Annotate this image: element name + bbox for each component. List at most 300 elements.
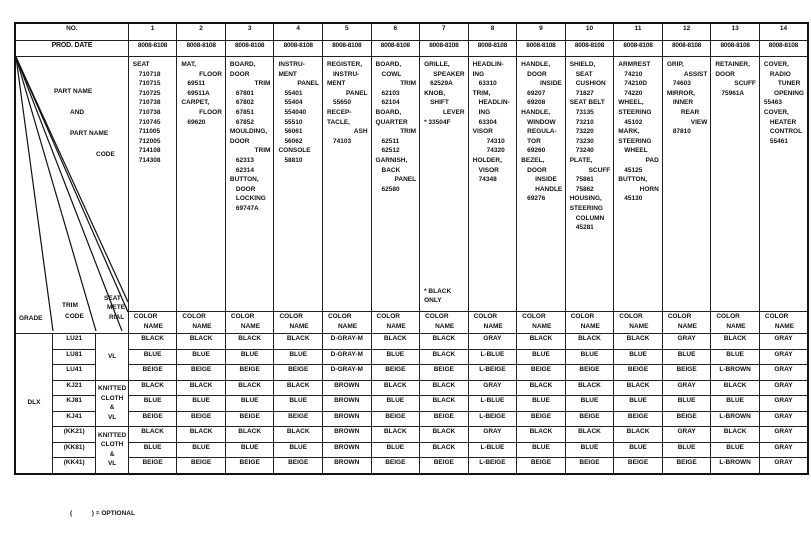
part-entry: 73230	[575, 137, 594, 145]
color-cell: GRAY	[759, 349, 808, 365]
part-entry: 63304	[478, 118, 497, 126]
table-row	[15, 427, 808, 443]
color-cell: BEIGE	[517, 411, 566, 427]
part-entry: 67852	[235, 118, 254, 126]
color-cell: GRAY	[759, 396, 808, 412]
part-entry: 711005	[138, 128, 161, 136]
color-cell: BLACK	[711, 380, 760, 396]
color-cell: BLACK	[420, 396, 469, 412]
color-cell: BLUE	[274, 396, 323, 412]
color-cell: BEIGE	[614, 365, 663, 381]
color-cell: BLUE	[225, 349, 274, 365]
part-entry: 74220	[624, 89, 643, 97]
part-entry: SPEAKER	[433, 70, 465, 78]
part-entry: GRIP,	[666, 61, 684, 68]
trim-code: KJ81	[52, 396, 95, 412]
part-entry: INSTRU-	[278, 61, 305, 68]
name-label: NAME	[240, 322, 261, 330]
part-entry: BUTTON,	[618, 176, 648, 184]
part-entry: 74320	[486, 147, 505, 155]
color-cell: BLACK	[274, 380, 323, 396]
color-cell: BLACK	[614, 334, 663, 350]
part-entry: 712005	[138, 137, 161, 145]
color-name-header	[517, 312, 566, 334]
part-entry: 710718	[138, 70, 161, 78]
column-number: 8	[468, 23, 517, 41]
part-entry: 69207	[527, 89, 546, 97]
corner-label-and: AND	[70, 109, 85, 116]
color-label: COLOR	[182, 313, 206, 320]
color-cell: BLACK	[565, 427, 614, 443]
column-number: 1	[128, 23, 177, 41]
part-entry: QUARTER	[375, 118, 408, 126]
color-cell: BLUE	[128, 349, 177, 365]
name-label: NAME	[143, 322, 163, 330]
color-cell: BLUE	[614, 396, 663, 412]
diagonal-divider-lines	[16, 57, 128, 331]
color-cell: BEIGE	[565, 411, 614, 427]
part-entry: DOOR	[229, 137, 250, 145]
color-cell: BLUE	[614, 442, 663, 458]
prod-date: 8008-8108	[468, 41, 517, 57]
color-label: COLOR	[522, 313, 546, 320]
seat-material-header-1: SEAT	[104, 295, 121, 302]
color-cell: BLACK	[225, 427, 274, 443]
color-cell: BEIGE	[274, 365, 323, 381]
color-label: COLOR	[716, 313, 740, 320]
color-cell: BLACK	[225, 380, 274, 396]
part-entry: GRILLE,	[424, 61, 450, 68]
part-list-col-10	[565, 57, 614, 312]
prod-date: 8008-8108	[128, 41, 177, 57]
part-entry: 710725	[138, 89, 161, 97]
color-cell: BLACK	[274, 427, 323, 443]
part-entry: DOOR	[527, 166, 547, 174]
part-entry: STEERING	[618, 137, 652, 145]
color-label: COLOR	[764, 313, 789, 320]
part-entry: ASH	[353, 128, 368, 136]
color-cell: BLACK	[517, 427, 566, 443]
part-entry: TRIM	[400, 80, 417, 88]
color-cell: GRAY	[662, 334, 711, 350]
part-list-col-9	[517, 57, 566, 312]
part-entry: 62313	[235, 156, 254, 164]
part-entry: 67851	[235, 108, 254, 116]
color-cell: BEIGE	[371, 411, 420, 427]
part-entry: RADIO	[769, 70, 791, 78]
name-label: NAME	[386, 322, 406, 330]
column-number: 9	[517, 23, 566, 41]
part-entry: HOUSING,	[569, 195, 602, 203]
color-cell: BLUE	[371, 442, 420, 458]
part-entry: ING	[472, 70, 485, 78]
part-entry: COLUMN	[575, 214, 605, 222]
color-cell: BEIGE	[371, 458, 420, 474]
color-cell: GRAY	[759, 365, 808, 381]
part-entry: OPENING	[774, 89, 804, 97]
part-entry: 74348	[478, 176, 497, 184]
part-entry: BUTTON,	[229, 176, 259, 184]
part-entry: 62511	[381, 137, 400, 145]
color-name-header	[225, 312, 274, 334]
trim-code: (KK41)	[52, 458, 95, 474]
part-list-col-7	[420, 57, 469, 312]
part-entry: 55463	[763, 99, 782, 107]
part-entry: MOULDING,	[229, 128, 268, 136]
part-entry: REGULA-	[527, 128, 557, 136]
name-label: NAME	[726, 322, 746, 330]
color-cell: BLACK	[711, 427, 760, 443]
part-entry: DOOR	[235, 185, 256, 193]
footnote-optional	[70, 510, 135, 517]
color-cell: GRAY	[662, 380, 711, 396]
part-entry: 71827	[575, 89, 594, 97]
part-entry: COWL	[381, 70, 402, 78]
color-cell: BEIGE	[420, 411, 469, 427]
color-cell: BLACK	[614, 427, 663, 443]
color-name-header	[565, 312, 614, 334]
part-entry: 75861	[575, 176, 594, 184]
color-cell: BEIGE	[420, 458, 469, 474]
color-cell: BLACK	[177, 334, 226, 350]
prod-date: 8008-8108	[322, 41, 371, 57]
part-entry: 45281	[575, 224, 594, 232]
part-entry: VIEW	[690, 118, 708, 126]
part-entry: TUNER	[777, 80, 801, 88]
part-entry: 62512	[381, 147, 400, 155]
table-row	[15, 365, 808, 381]
part-entry: VISOR	[472, 128, 493, 136]
table-row	[15, 396, 808, 412]
color-label: COLOR	[327, 313, 352, 320]
color-cell: GRAY	[759, 411, 808, 427]
color-cell: BEIGE	[274, 411, 323, 427]
corner-label-part-name-2: PART NAME	[70, 130, 109, 137]
color-cell: L-BEIGE	[468, 365, 517, 381]
color-cell: BEIGE	[225, 411, 274, 427]
color-label: COLOR	[230, 313, 255, 320]
color-label: COLOR	[667, 313, 692, 320]
part-entry: FLOOR	[199, 108, 222, 116]
part-entry: PANEL	[394, 176, 417, 184]
color-cell: BEIGE	[517, 458, 566, 474]
seat-material	[96, 334, 128, 381]
table-row	[15, 458, 808, 474]
prod-date: 8008-8108	[614, 41, 663, 57]
no-label: NO.	[15, 23, 128, 41]
color-cell: BLACK	[565, 334, 614, 350]
part-entry: 554040	[284, 108, 307, 116]
prod-date-label: PROD. DATE	[15, 41, 128, 57]
color-cell: BLACK	[420, 349, 469, 365]
color-cell: BROWN	[322, 380, 371, 396]
prod-date: 8008-8108	[565, 41, 614, 57]
color-cell: L-BLUE	[468, 396, 517, 412]
part-entry: INSTRU-	[332, 70, 360, 78]
color-cell: BLACK	[420, 427, 469, 443]
part-entry: 714308	[138, 156, 161, 164]
part-entry: MENT	[326, 80, 346, 88]
color-cell: BEIGE	[371, 365, 420, 381]
color-cell: BEIGE	[614, 458, 663, 474]
color-cell: BLACK	[420, 334, 469, 350]
part-entry: 69620	[187, 118, 206, 126]
part-entry: MENT	[278, 70, 297, 78]
color-cell: BEIGE	[662, 365, 711, 381]
part-entry: 55401	[284, 89, 303, 97]
column-number: 2	[177, 23, 226, 41]
color-cell: BLACK	[274, 334, 323, 350]
part-entry: 55510	[284, 118, 303, 126]
part-entry: KNOB,	[424, 89, 446, 97]
column-number: 3	[225, 23, 274, 41]
part-entry: 62580	[381, 185, 400, 193]
color-cell: BLUE	[517, 349, 566, 365]
part-entry: 75961A	[721, 89, 745, 97]
trim-code: LU21	[52, 334, 95, 350]
part-list-col-3	[225, 57, 274, 312]
grade-value: DLX	[15, 334, 52, 474]
seat-material-header-2: METE-	[107, 304, 128, 311]
color-cell: GRAY	[759, 380, 808, 396]
color-cell: BLACK	[420, 442, 469, 458]
part-entry: 714108	[138, 147, 161, 155]
part-entry: 710738	[138, 99, 161, 107]
part-entry: DOOR	[527, 70, 547, 78]
column-number: 11	[614, 23, 663, 41]
color-cell: BLUE	[711, 396, 760, 412]
part-entry: HANDLE,	[521, 108, 551, 116]
color-cell: BLUE	[565, 349, 614, 365]
color-cell: BLACK	[177, 380, 226, 396]
color-name-header-row	[15, 312, 808, 334]
part-entry: 55404	[284, 99, 303, 107]
part-entry: 87810	[672, 128, 691, 136]
color-cell: BROWN	[322, 442, 371, 458]
color-cell: BLUE	[711, 442, 760, 458]
footnote-symbol: (	[70, 510, 73, 517]
color-cell: L-BEIGE	[468, 411, 517, 427]
color-cell: BLUE	[517, 442, 566, 458]
part-entry: TRIM,	[472, 89, 491, 97]
seat-material-line: VL	[107, 352, 117, 360]
prod-date: 8008-8108	[225, 41, 274, 57]
color-cell: BEIGE	[177, 411, 226, 427]
part-entry: HOLDER,	[472, 156, 502, 164]
part-entry: 73210	[575, 118, 594, 126]
name-label: NAME	[192, 322, 212, 330]
color-cell: BEIGE	[225, 365, 274, 381]
color-cell: BLUE	[565, 442, 614, 458]
part-entry: PANEL	[297, 80, 319, 88]
part-entry: 62103	[381, 89, 400, 97]
color-cell: BEIGE	[177, 365, 226, 381]
color-cell: BLACK	[614, 380, 663, 396]
part-entry: 73240	[575, 147, 594, 155]
part-entry: RECEP-	[326, 108, 352, 116]
part-entry: * 33504F	[424, 118, 451, 126]
part-entry: DOOR	[229, 70, 250, 78]
prod-date: 8008-8108	[371, 41, 420, 57]
color-name-header	[371, 312, 420, 334]
table-row	[15, 442, 808, 458]
part-entry: 62529A	[430, 80, 453, 88]
part-entry: STEERING	[618, 108, 652, 116]
seat-material-line: &	[109, 404, 115, 412]
color-cell: BLUE	[371, 396, 420, 412]
color-cell: BLUE	[662, 349, 711, 365]
part-entry: 73135	[575, 108, 594, 116]
part-list-col-5	[322, 57, 371, 312]
table-row	[15, 380, 808, 396]
part-entry: 74310	[486, 137, 505, 145]
color-cell: BROWN	[322, 396, 371, 412]
part-entry: BACK	[381, 166, 401, 174]
color-cell: BLACK	[128, 380, 177, 396]
color-cell: BEIGE	[517, 365, 566, 381]
color-cell: BEIGE	[662, 458, 711, 474]
part-entry: INSIDE	[540, 80, 562, 88]
part-entry: SEAT BELT	[569, 99, 605, 107]
color-cell: BLACK	[517, 380, 566, 396]
prod-date: 8008-8108	[759, 41, 808, 57]
part-entry: CONTROL	[769, 128, 803, 136]
part-entry: WHEEL	[624, 147, 648, 155]
color-cell: L-BROWN	[711, 458, 760, 474]
color-cell: BLACK	[420, 380, 469, 396]
part-entry: 73220	[575, 128, 594, 136]
color-cell: GRAY	[759, 427, 808, 443]
color-name-header	[274, 312, 323, 334]
color-cell: GRAY	[759, 458, 808, 474]
part-entry: REGISTER,	[326, 61, 363, 68]
part-entry: LEVER	[442, 108, 465, 116]
part-entry: 69276	[527, 195, 546, 203]
prod-date: 8008-8108	[517, 41, 566, 57]
part-entry: 74103	[332, 137, 352, 145]
part-entry: 56061	[284, 128, 303, 136]
color-cell: BEIGE	[420, 365, 469, 381]
color-cell: BEIGE	[274, 458, 323, 474]
part-entry: CARPET,	[181, 99, 210, 107]
color-cell: BLACK	[371, 380, 420, 396]
trim-code: LU81	[52, 349, 95, 365]
column-number: 12	[662, 23, 711, 41]
color-cell: L-BLUE	[468, 349, 517, 365]
part-entry: TRIM	[254, 147, 271, 155]
part-entry: 55461	[769, 137, 788, 145]
part-entry: HEADLIN-	[478, 99, 510, 107]
table-row	[15, 334, 808, 350]
part-entry: 69260	[527, 147, 546, 155]
name-label: NAME	[677, 322, 697, 330]
part-entry: SEAT	[132, 61, 150, 68]
color-cell: L-BROWN	[711, 365, 760, 381]
part-entry: ARMREST	[618, 61, 651, 68]
color-label: COLOR	[133, 313, 158, 320]
part-entry: WINDOW	[527, 118, 556, 126]
part-list-col-11	[614, 57, 663, 312]
part-entry: 58810	[284, 156, 303, 164]
seat-material	[96, 427, 128, 474]
part-entry: HEATER	[769, 118, 797, 126]
part-entry: RETAINER,	[715, 61, 750, 68]
column-number: 10	[565, 23, 614, 41]
seat-material	[96, 380, 128, 427]
parts-color-table	[14, 22, 809, 475]
part-list-col-14	[759, 57, 808, 312]
part-entry: SHIFT	[430, 99, 449, 107]
color-cell: BLUE	[711, 349, 760, 365]
color-cell: BLACK	[517, 334, 566, 350]
part-entry: BOARD,	[229, 61, 256, 68]
part-entry: 74210	[624, 70, 643, 78]
prod-date: 8008-8108	[662, 41, 711, 57]
color-label: COLOR	[473, 313, 498, 320]
color-cell: BEIGE	[565, 365, 614, 381]
part-list-col-1	[128, 57, 177, 312]
part-entry: HORN	[639, 185, 659, 193]
name-label: NAME	[629, 322, 649, 330]
part-entry: 69747A	[235, 204, 259, 212]
color-label: COLOR	[376, 313, 401, 320]
part-entry: 75862	[575, 185, 594, 193]
part-entry: TOR	[527, 137, 541, 145]
part-list-col-13	[711, 57, 760, 312]
part-entry: CUSHION	[575, 80, 606, 88]
seat-material-line: CLOTH	[100, 441, 124, 449]
color-cell: GRAY	[468, 427, 517, 443]
part-entry: 69511	[187, 80, 206, 88]
parts-row	[15, 57, 808, 312]
part-entry: ING	[478, 108, 491, 116]
color-cell: BLACK	[177, 427, 226, 443]
color-cell: BLUE	[177, 442, 226, 458]
name-label: NAME	[337, 322, 358, 330]
part-entry: 45125	[624, 166, 643, 174]
part-entry: 74603	[672, 80, 691, 88]
color-cell: BLACK	[711, 334, 760, 350]
part-entry: FLOOR	[199, 70, 222, 78]
part-entry: INSIDE	[535, 176, 557, 184]
color-cell: BLACK	[371, 427, 420, 443]
color-cell: GRAY	[759, 442, 808, 458]
color-cell: BLUE	[371, 349, 420, 365]
part-entry: BOARD,	[375, 61, 402, 68]
prod-date-row	[15, 41, 808, 57]
header-corner	[15, 57, 128, 334]
part-entry: 710745	[138, 118, 161, 126]
color-cell: BLUE	[274, 442, 323, 458]
part-entry: 67802	[235, 99, 254, 107]
part-entry: TRIM	[254, 80, 271, 88]
color-name-header	[759, 312, 808, 334]
name-label: NAME	[289, 322, 309, 330]
color-label: COLOR	[619, 313, 643, 320]
part-list-col-2	[177, 57, 226, 312]
color-cell: BEIGE	[177, 458, 226, 474]
color-cell: BLACK	[565, 380, 614, 396]
part-entry: MAT,	[181, 61, 197, 68]
color-name-header	[711, 312, 760, 334]
color-label: COLOR	[279, 313, 303, 320]
part-entry: PLATE,	[569, 156, 593, 164]
seat-material-line: VL	[107, 413, 117, 421]
name-label: NAME	[435, 322, 455, 330]
prod-date: 8008-8108	[420, 41, 469, 57]
color-cell: BLUE	[128, 396, 177, 412]
part-entry: INNER	[672, 99, 694, 107]
